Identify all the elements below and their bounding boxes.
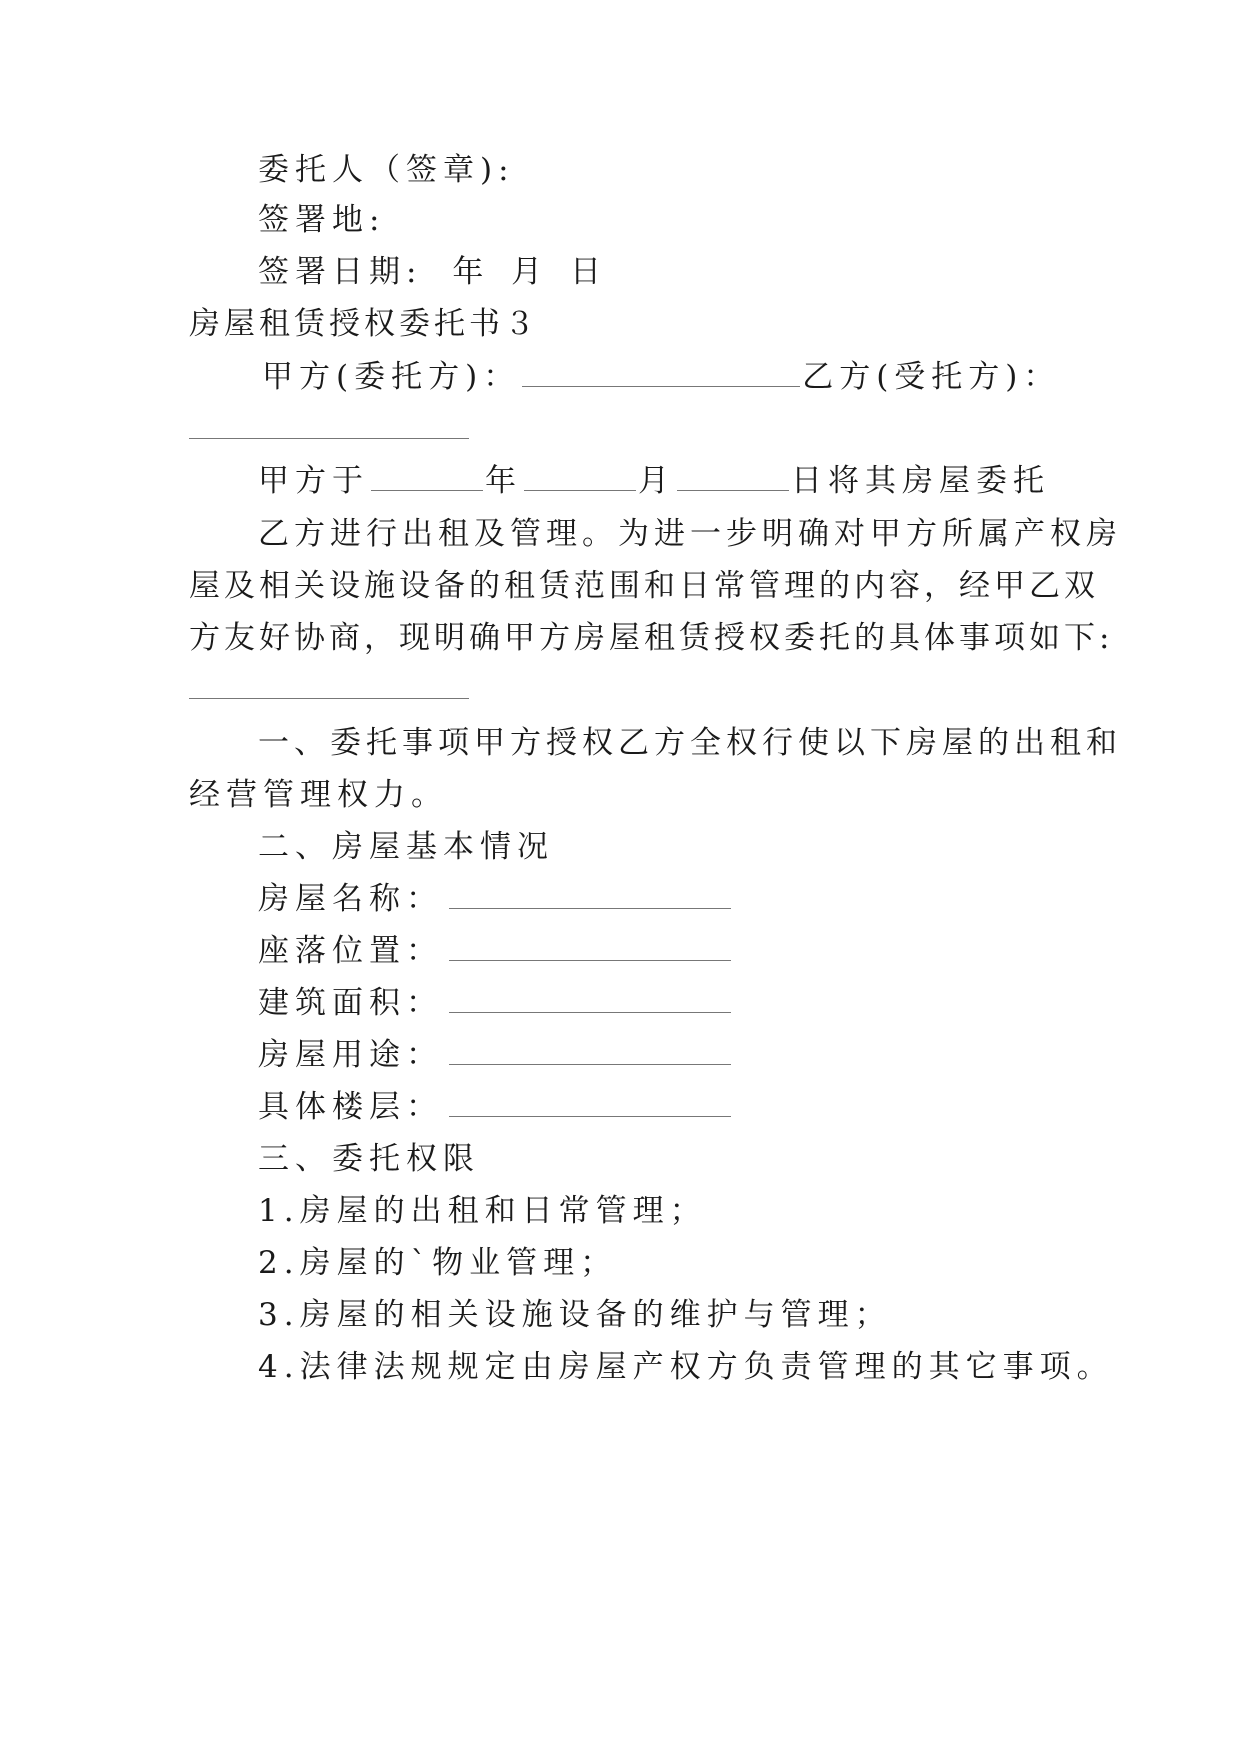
intro-underline [189,698,469,699]
date-year-label: 年 [452,254,490,290]
section3-heading: 三、委托权限 [258,1141,480,1177]
field-house-name [258,879,731,919]
field-floor [258,1087,731,1127]
authority-item-4: 4.法律法规规定由房屋产权方负责管理的其它事项。 [258,1349,1114,1385]
authority-item-1: 1.房屋的出租和日常管理； [258,1193,707,1229]
authority-item-3: 3.房屋的相关设施设备的维护与管理； [258,1297,892,1333]
principal-signature-label: 委托人（签章): [258,152,515,188]
field-blank [449,990,731,1013]
parties-line [262,357,1060,397]
field-label: 建筑面积： [258,985,443,1021]
party-b-blank [189,438,469,439]
signing-date-line [258,252,607,292]
field-floor-area [258,983,731,1023]
section2-heading: 二、房屋基本情况 [258,829,554,865]
intro-line-4: 方友好协商，现明确甲方房屋租赁授权委托的具体事项如下: [189,620,1114,656]
field-usage [258,1035,731,1075]
intro-line-3: 屋及相关设施设备的租赁范围和日常管理的内容，经甲乙双 [189,568,1099,604]
signing-place-label: 签署地: [258,202,386,238]
document-title: 房屋租赁授权委托书３ [189,306,539,342]
party-a-blank [522,362,800,387]
intro-day-blank [677,466,789,491]
intro-month-label: 月 [638,463,675,499]
field-location [258,931,731,971]
intro-text: 甲方于 [258,463,369,499]
signing-date-label: 签署日期: [258,254,423,290]
date-day-label: 日 [570,254,608,290]
authority-item-2: 2.房屋的`物业管理； [258,1245,618,1281]
field-label: 具体楼层： [258,1089,443,1125]
intro-year-label: 年 [485,463,522,499]
date-month-label: 月 [511,254,549,290]
field-label: 座落位置： [258,933,443,969]
party-a-label: 甲方(委托方)： [262,359,521,395]
field-blank [449,1094,731,1117]
intro-line-2: 乙方进行出租及管理。为进一步明确对甲方所属产权房 [258,516,1122,552]
intro-line-1 [258,461,1050,501]
intro-tail-text: 日将其房屋委托 [791,463,1050,499]
field-blank [449,1042,731,1065]
party-b-label: 乙方(受托方)： [802,359,1061,395]
field-blank [449,938,731,961]
intro-month-blank [524,466,636,491]
section1-line-2: 经营管理权力。 [189,777,448,813]
field-label: 房屋名称： [258,881,443,917]
section1-line-1: 一、委托事项甲方授权乙方全权行使以下房屋的出租和 [258,725,1122,761]
field-label: 房屋用途： [258,1037,443,1073]
field-blank [449,886,731,909]
intro-year-blank [371,466,483,491]
